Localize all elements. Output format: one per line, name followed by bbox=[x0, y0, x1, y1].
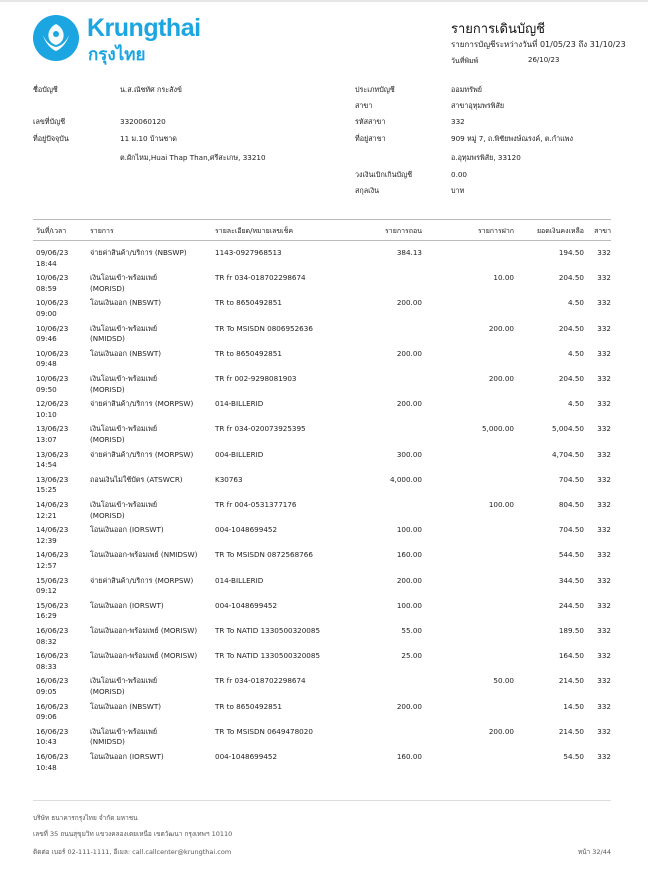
cell-description-line-2: (MORISD) bbox=[90, 510, 125, 520]
cell-time: 10:43 bbox=[36, 737, 57, 747]
cell-date: 16/06/23 bbox=[36, 701, 69, 711]
cell-deposit: 200.00 bbox=[488, 726, 514, 736]
cell-description-line-2: (MORISD) bbox=[90, 283, 125, 293]
cell-time: 09:05 bbox=[36, 686, 57, 696]
cell-date: 16/06/23 bbox=[36, 726, 69, 736]
cell-description: โอนเงินออก (NBSWT) bbox=[90, 701, 162, 711]
branch-code-label: รหัสสาขา bbox=[355, 117, 386, 126]
cell-description-line-2: (NMIDSD) bbox=[90, 334, 125, 344]
col-header-date: วันที่/เวลา bbox=[36, 227, 67, 235]
brand-name-th: กรุงไทย bbox=[88, 45, 146, 65]
cell-deposit: 10.00 bbox=[493, 273, 514, 283]
cell-time: 09:06 bbox=[36, 712, 57, 722]
footer-rule bbox=[33, 800, 611, 801]
cell-description: เงินโอนเข้า-พร้อมเพย์ bbox=[90, 374, 158, 383]
cell-time: 08:32 bbox=[36, 636, 57, 646]
cell-detail: TR To NATID 1330500320085 bbox=[215, 626, 321, 635]
cell-withdraw: 384.13 bbox=[396, 248, 422, 257]
cell-branch: 332 bbox=[597, 600, 611, 610]
cell-detail: 1143-0927968513 bbox=[215, 248, 282, 257]
cell-date: 14/06/23 bbox=[36, 525, 69, 535]
cell-deposit: 200.00 bbox=[488, 323, 514, 333]
col-header-detail: รายละเอียด/หมายเลขเช็ค bbox=[215, 227, 293, 235]
cell-description: เงินโอนเข้า-พร้อมเพย์ bbox=[90, 726, 158, 736]
cell-time: 08:33 bbox=[36, 661, 57, 671]
cell-balance: 14.50 bbox=[563, 701, 584, 711]
cell-date: 16/06/23 bbox=[36, 752, 69, 761]
cell-detail: TR fr 004-0531377176 bbox=[215, 500, 297, 509]
cell-balance: 5,004.50 bbox=[551, 424, 584, 434]
col-header-description: รายการ bbox=[90, 227, 114, 235]
cell-date: 09/06/23 bbox=[36, 248, 69, 257]
cell-time: 09:46 bbox=[36, 334, 57, 344]
cell-detail: TR fr 002-9298081903 bbox=[215, 374, 297, 383]
cell-time: 09:50 bbox=[36, 384, 57, 394]
cell-time: 16:29 bbox=[36, 611, 57, 621]
cell-balance: 804.50 bbox=[558, 500, 584, 509]
cell-branch: 332 bbox=[597, 626, 611, 635]
cell-branch: 332 bbox=[597, 273, 611, 283]
cell-branch: 332 bbox=[597, 248, 611, 257]
address-label: ที่อยู่ปัจจุบัน bbox=[33, 134, 69, 143]
cell-withdraw: 200.00 bbox=[396, 575, 422, 585]
cell-date: 12/06/23 bbox=[36, 399, 69, 409]
cell-branch: 332 bbox=[597, 449, 611, 459]
cell-detail: TR to 8650492851 bbox=[215, 348, 282, 358]
col-header-balance: ยอดเงินคงเหลือ bbox=[536, 227, 584, 235]
cell-withdraw: 200.00 bbox=[396, 399, 422, 409]
cell-balance: 244.50 bbox=[558, 600, 584, 610]
cell-balance: 4.50 bbox=[567, 348, 584, 358]
cell-date: 10/06/23 bbox=[36, 273, 69, 283]
cell-description: จ่ายค่าสินค้า/บริการ (NBSWP) bbox=[90, 248, 187, 257]
overdraft-value: 0.00 bbox=[451, 170, 468, 179]
cell-detail: 004-1048699452 bbox=[215, 525, 278, 535]
cell-time: 13:07 bbox=[36, 434, 57, 444]
cell-branch: 332 bbox=[597, 424, 611, 434]
cell-balance: 214.50 bbox=[558, 676, 584, 686]
cell-balance: 214.50 bbox=[558, 726, 584, 736]
cell-detail: TR fr 034-018702298674 bbox=[215, 273, 306, 283]
cell-branch: 332 bbox=[597, 701, 611, 711]
cell-branch: 332 bbox=[597, 500, 611, 509]
col-header-deposit: รายการฝาก bbox=[478, 227, 514, 235]
cell-balance: 194.50 bbox=[558, 248, 584, 257]
account-number-value: 3320060120 bbox=[120, 117, 166, 126]
account-name-label: ชื่อบัญชี bbox=[33, 85, 58, 94]
cell-withdraw: 55.00 bbox=[401, 626, 422, 635]
cell-description: โอนเงินออก (NBSWT) bbox=[90, 348, 162, 358]
table-header-bottom-rule bbox=[33, 240, 611, 241]
overdraft-label: วงเงินเบิกเกินบัญชี bbox=[355, 170, 413, 179]
cell-branch: 332 bbox=[597, 348, 611, 358]
cell-description: โอนเงินออก (IORSWT) bbox=[90, 525, 164, 535]
cell-deposit: 50.00 bbox=[493, 676, 514, 686]
cell-description: โอนเงินออก (IORSWT) bbox=[90, 600, 164, 610]
cell-branch: 332 bbox=[597, 575, 611, 585]
cell-description: โอนเงินออก-พร้อมเพย์ (MORISW) bbox=[90, 651, 198, 661]
branch-address-line-1: 909 หมู่ 7, ถ.พิชัยพงษ์ณรงค์, ต.กำแพง bbox=[451, 134, 573, 143]
cell-time: 08:59 bbox=[36, 283, 57, 293]
cell-description: โอนเงินออก-พร้อมเพย์ (MORISW) bbox=[90, 626, 198, 635]
cell-balance: 704.50 bbox=[558, 525, 584, 535]
krungthai-logo-icon bbox=[33, 15, 79, 61]
cell-time: 09:48 bbox=[36, 359, 57, 369]
cell-description: เงินโอนเข้า-พร้อมเพย์ bbox=[90, 424, 158, 434]
cell-withdraw: 200.00 bbox=[396, 298, 422, 308]
cell-date: 13/06/23 bbox=[36, 449, 69, 459]
cell-time: 14:54 bbox=[36, 460, 57, 470]
cell-branch: 332 bbox=[597, 752, 611, 761]
cell-balance: 4,704.50 bbox=[551, 449, 584, 459]
cell-branch: 332 bbox=[597, 374, 611, 383]
cell-balance: 704.50 bbox=[558, 474, 584, 484]
cell-deposit: 5,000.00 bbox=[481, 424, 514, 434]
print-date-value: 26/10/23 bbox=[528, 56, 560, 64]
cell-balance: 344.50 bbox=[558, 575, 584, 585]
account-type-label: ประเภทบัญชี bbox=[355, 85, 395, 94]
cell-description: เงินโอนเข้า-พร้อมเพย์ bbox=[90, 323, 158, 333]
cell-description-line-2: (MORISD) bbox=[90, 686, 125, 696]
cell-detail: 004-1048699452 bbox=[215, 600, 278, 610]
statement-period: รายการบัญชีระหว่างวันที่ 01/05/23 ถึง 31/10/23 bbox=[451, 40, 626, 49]
cell-withdraw: 300.00 bbox=[396, 449, 422, 459]
cell-detail: TR To MSISDN 0806952636 bbox=[215, 323, 313, 333]
cell-deposit: 100.00 bbox=[488, 500, 514, 509]
cell-description-line-2: (MORISD) bbox=[90, 384, 125, 394]
cell-time: 10:10 bbox=[36, 409, 57, 419]
branch-code-value: 332 bbox=[451, 117, 465, 126]
cell-description-line-2: (MORISD) bbox=[90, 434, 125, 444]
cell-branch: 332 bbox=[597, 676, 611, 686]
cell-withdraw: 200.00 bbox=[396, 348, 422, 358]
cell-balance: 204.50 bbox=[558, 323, 584, 333]
branch-value: สาขาอุทุมพรพิสัย bbox=[451, 101, 505, 110]
account-name-value: น.ส.ณัชทัศ กระสังข์ bbox=[120, 85, 182, 94]
cell-branch: 332 bbox=[597, 550, 611, 560]
footer-page-number: หน้า 32/44 bbox=[577, 848, 611, 856]
cell-detail: TR to 8650492851 bbox=[215, 298, 282, 308]
cell-description: จ่ายค่าสินค้า/บริการ (MORPSW) bbox=[90, 449, 194, 459]
cell-balance: 189.50 bbox=[558, 626, 584, 635]
cell-description: โอนเงินออก (IORSWT) bbox=[90, 752, 164, 761]
cell-withdraw: 160.00 bbox=[396, 752, 422, 761]
cell-detail: TR fr 034-020073925395 bbox=[215, 424, 306, 434]
table-header-top-rule bbox=[33, 219, 611, 220]
cell-detail: 014-BILLERID bbox=[215, 399, 264, 409]
cell-date: 14/06/23 bbox=[36, 550, 69, 560]
top-border bbox=[0, 0, 648, 2]
cell-time: 12:39 bbox=[36, 535, 57, 545]
branch-label: สาขา bbox=[355, 101, 373, 110]
cell-date: 16/06/23 bbox=[36, 676, 69, 686]
cell-time: 10:48 bbox=[36, 762, 57, 772]
cell-detail: TR fr 034-018702298674 bbox=[215, 676, 306, 686]
footer-contact: ติดต่อ เบอร์ 02-111-1111, อีเมล: call.callcenter@krungthai.com bbox=[33, 848, 232, 856]
cell-withdraw: 160.00 bbox=[396, 550, 422, 560]
col-header-branch: สาขา bbox=[594, 227, 611, 235]
currency-value: บาท bbox=[451, 186, 465, 195]
cell-description: เงินโอนเข้า-พร้อมเพย์ bbox=[90, 273, 158, 283]
cell-withdraw: 100.00 bbox=[396, 525, 422, 535]
cell-time: 12:21 bbox=[36, 510, 57, 520]
cell-description: จ่ายค่าสินค้า/บริการ (MORPSW) bbox=[90, 399, 194, 409]
cell-withdraw: 200.00 bbox=[396, 701, 422, 711]
cell-detail: TR To MSISDN 0649478020 bbox=[215, 726, 313, 736]
cell-detail: TR To NATID 1330500320085 bbox=[215, 651, 321, 661]
cell-branch: 332 bbox=[597, 726, 611, 736]
cell-balance: 544.50 bbox=[558, 550, 584, 560]
cell-date: 13/06/23 bbox=[36, 474, 69, 484]
cell-detail: TR to 8650492851 bbox=[215, 701, 282, 711]
cell-description: เงินโอนเข้า-พร้อมเพย์ bbox=[90, 676, 158, 686]
cell-description: โอนเงินออก (NBSWT) bbox=[90, 298, 162, 308]
print-date-label: วันที่พิมพ์ bbox=[451, 57, 479, 65]
cell-deposit: 200.00 bbox=[488, 374, 514, 383]
cell-description: เงินโอนเข้า-พร้อมเพย์ bbox=[90, 500, 158, 509]
cell-detail: 014-BILLERID bbox=[215, 575, 264, 585]
cell-time: 15:25 bbox=[36, 485, 57, 495]
account-number-label: เลขที่บัญชี bbox=[33, 117, 66, 126]
cell-detail: 004-1048699452 bbox=[215, 752, 278, 761]
cell-date: 10/06/23 bbox=[36, 348, 69, 358]
cell-date: 14/06/23 bbox=[36, 500, 69, 509]
cell-description: โอนเงินออก-พร้อมเพย์ (NMIDSW) bbox=[90, 550, 198, 560]
cell-balance: 164.50 bbox=[558, 651, 584, 661]
address-line-2: ต.ผักไหม,Huai Thap Than,ศรีสะเกษ, 33210 bbox=[120, 153, 266, 162]
cell-time: 09:00 bbox=[36, 308, 57, 318]
cell-description: จ่ายค่าสินค้า/บริการ (MORPSW) bbox=[90, 575, 194, 585]
cell-balance: 4.50 bbox=[567, 399, 584, 409]
cell-branch: 332 bbox=[597, 399, 611, 409]
cell-balance: 204.50 bbox=[558, 273, 584, 283]
col-header-withdraw: รายการถอน bbox=[385, 227, 422, 235]
cell-description: ถอนเงินไม่ใช้บัตร (ATSWCR) bbox=[90, 474, 183, 484]
statement-title: รายการเดินบัญชี bbox=[451, 22, 545, 37]
cell-branch: 332 bbox=[597, 651, 611, 661]
cell-withdraw: 25.00 bbox=[401, 651, 422, 661]
account-type-value: ออมทรัพย์ bbox=[451, 85, 482, 94]
address-line-1: 11 ม.10 บ้านชาด bbox=[120, 134, 177, 143]
cell-date: 13/06/23 bbox=[36, 424, 69, 434]
cell-date: 16/06/23 bbox=[36, 626, 69, 635]
cell-branch: 332 bbox=[597, 474, 611, 484]
cell-date: 10/06/23 bbox=[36, 374, 69, 383]
cell-balance: 204.50 bbox=[558, 374, 584, 383]
cell-description-line-2: (NMIDSD) bbox=[90, 737, 125, 747]
footer-company: บริษัท ธนาคารกรุงไทย จำกัด มหาชน bbox=[33, 814, 138, 822]
cell-branch: 332 bbox=[597, 323, 611, 333]
cell-detail: TR To MSISDN 0872568766 bbox=[215, 550, 313, 560]
cell-date: 16/06/23 bbox=[36, 651, 69, 661]
cell-branch: 332 bbox=[597, 298, 611, 308]
cell-detail: K30763 bbox=[215, 474, 243, 484]
brand-name-en: Krungthai bbox=[87, 14, 201, 42]
cell-date: 15/06/23 bbox=[36, 575, 69, 585]
cell-date: 15/06/23 bbox=[36, 600, 69, 610]
footer-address: เลขที่ 35 ถนนสุขุมวิท แขวงคลองเตยเหนือ เขตวัฒนา กรุงเทพฯ 10110 bbox=[33, 830, 233, 838]
cell-date: 10/06/23 bbox=[36, 298, 69, 308]
cell-time: 12:57 bbox=[36, 560, 57, 570]
cell-withdraw: 100.00 bbox=[396, 600, 422, 610]
branch-address-line-2: อ.อุทุมพรพิสัย, 33120 bbox=[451, 153, 521, 162]
cell-branch: 332 bbox=[597, 525, 611, 535]
cell-withdraw: 4,000.00 bbox=[389, 474, 422, 484]
branch-address-label: ที่อยู่สาขา bbox=[355, 134, 386, 143]
cell-detail: 004-BILLERID bbox=[215, 449, 264, 459]
currency-label: สกุลเงิน bbox=[355, 186, 380, 195]
cell-time: 18:44 bbox=[36, 258, 57, 268]
cell-time: 09:12 bbox=[36, 586, 57, 596]
cell-balance: 4.50 bbox=[567, 298, 584, 308]
cell-balance: 54.50 bbox=[563, 752, 584, 761]
cell-date: 10/06/23 bbox=[36, 323, 69, 333]
